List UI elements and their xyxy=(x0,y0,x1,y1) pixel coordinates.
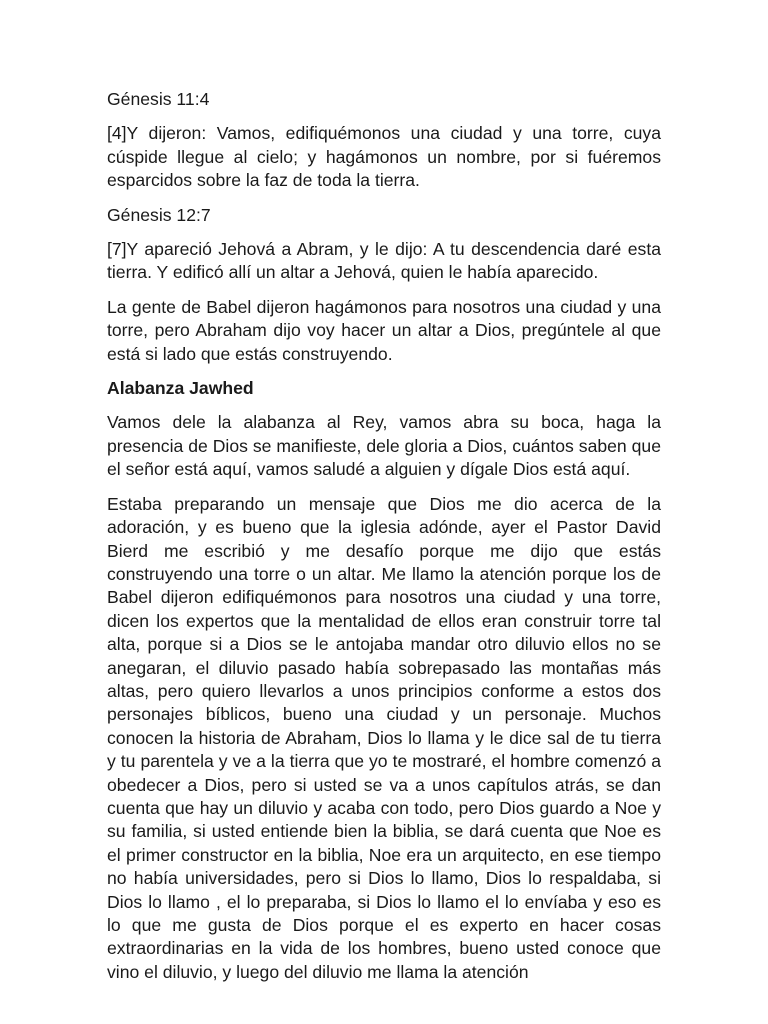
scripture-verse-genesis-12-7: [7]Y apareció Jehová a Abram, y le dijo: A tu descendencia daré esta tierra. Y edificó allí un altar a Jehová, quien le había aparecido. xyxy=(107,239,661,283)
paragraph-babel-vs-abraham: La gente de Babel dijeron hagámonos para nosotros una ciudad y una torre, pero Abraham dijo voy hacer un altar a Dios, pregúntele al que está si lado que estás construyendo. xyxy=(107,296,661,364)
paragraph-praise: Vamos dele la alabanza al Rey, vamos abra su boca, haga la presencia de Dios se manifieste, dele gloria a Dios, cuántos saben que el señor está aquí, vamos saludé a alguien y dígale Dios está aquí. xyxy=(107,412,661,480)
paragraph-message: Estaba preparando un mensaje que Dios me dio acerca de la adoración, y es bueno que la iglesia adónde, ayer el Pastor David Bierd me escribió y me desafío porque me dijo que estás construyendo una torre o un altar. Me llamo la atención porque los de Babel dijeron edifiquémonos para nosotros una ciudad y una torre, dicen los expertos que la mentalidad de ellos eran construir torre tal alta, porque si a Dios se le antojaba mandar otro diluvio ellos no se anegaran, el diluvio pasado había sobrepasado las montañas más altas, pero quiero llevarlos a unos principios conforme a estos dos personajes bíblicos, bueno una ciudad y un personaje. Muchos conocen la historia de Abraham, Dios lo llama y le dice sal de tu tierra y tu parentela y ve a la tierra que yo te mostraré, el hombre comenzó a obedecer a Dios, pero si usted se va a unos capítulos atrás, se dan cuenta que hay un diluvio y acaba con todo, pero Dios guardo a Noe y su familia, si usted entiende bien la biblia, se dará cuenta que Noe es el primer constructor en la biblia, Noe era un arquitecto, en ese tiempo no había universidades, pero si Dios lo llamo, Dios lo respaldaba, si Dios lo llamo , el lo preparaba, si Dios lo llamo el lo envíaba y eso es lo que me gusta de Dios porque el es experto en hacer cosas extraordinarias en la vida de los hombres, bueno usted conoce que vino el diluvio, y luego del diluvio me llama la atención xyxy=(107,493,661,982)
scripture-reference-genesis-11-4: Génesis 11:4 xyxy=(107,89,210,109)
scripture-reference-genesis-12-7: Génesis 12:7 xyxy=(107,204,211,225)
document-body xyxy=(107,88,661,984)
section-heading: Alabanza Jawhed xyxy=(107,378,254,399)
scripture-verse-genesis-11-4: [4]Y dijeron: Vamos, edifiquémonos una ciudad y una torre, cuya cúspide llegue al cielo; y hagámonos un nombre, por si fuéremos esparcidos sobre la faz de toda la tierra. xyxy=(107,123,661,191)
